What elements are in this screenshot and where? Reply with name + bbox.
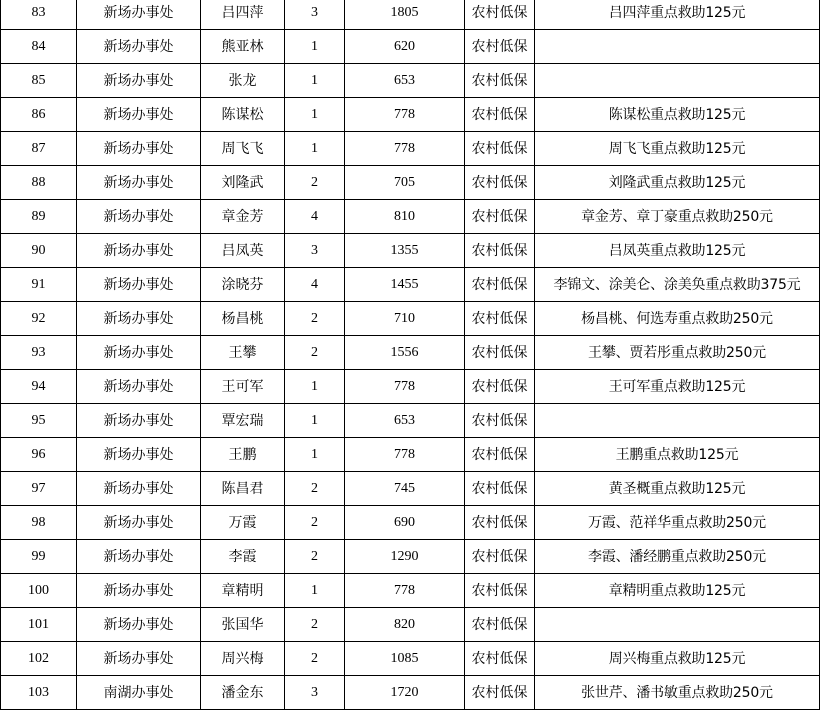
table-row (1, 642, 820, 676)
office-cell[interactable]: 新场办事处 (77, 302, 201, 336)
recipient-name-cell[interactable]: 王鹏 (201, 438, 285, 472)
recipient-name-cell[interactable]: 陈谋松 (201, 98, 285, 132)
recipient-name-cell[interactable]: 涂晓芬 (201, 268, 285, 302)
row-number-cell[interactable]: 101 (1, 608, 77, 642)
note-cell[interactable] (535, 30, 820, 64)
assistance-type-cell[interactable]: 农村低保 (465, 132, 535, 166)
amount-cell[interactable]: 690 (345, 506, 465, 540)
recipient-name-cell[interactable]: 杨昌桃 (201, 302, 285, 336)
recipient-name-cell[interactable]: 王可军 (201, 370, 285, 404)
household-size-cell[interactable]: 2 (285, 608, 345, 642)
assistance-type-cell[interactable]: 农村低保 (465, 608, 535, 642)
recipient-name-cell[interactable]: 万霞 (201, 506, 285, 540)
recipient-name-cell[interactable]: 张国华 (201, 608, 285, 642)
assistance-type-cell[interactable]: 农村低保 (465, 404, 535, 438)
office-cell[interactable]: 新场办事处 (77, 506, 201, 540)
row-number-cell[interactable]: 89 (1, 200, 77, 234)
table-row (1, 404, 820, 438)
assistance-type-cell[interactable]: 农村低保 (465, 0, 535, 30)
row-number-cell[interactable]: 97 (1, 472, 77, 506)
office-cell[interactable]: 新场办事处 (77, 200, 201, 234)
amount-cell[interactable]: 778 (345, 370, 465, 404)
assistance-type-cell[interactable]: 农村低保 (465, 506, 535, 540)
household-size-cell[interactable]: 2 (285, 540, 345, 574)
household-size-cell[interactable]: 2 (285, 506, 345, 540)
recipient-name-cell[interactable]: 李霞 (201, 540, 285, 574)
row-number-cell[interactable]: 90 (1, 234, 77, 268)
household-size-cell[interactable]: 1 (285, 64, 345, 98)
table-row (1, 676, 820, 710)
note-cell[interactable] (535, 608, 820, 642)
household-size-cell[interactable]: 3 (285, 676, 345, 710)
amount-cell[interactable]: 745 (345, 472, 465, 506)
row-number-cell[interactable]: 103 (1, 676, 77, 710)
household-size-cell[interactable]: 3 (285, 234, 345, 268)
amount-cell[interactable]: 1556 (345, 336, 465, 370)
note-cell[interactable]: 王攀、贾若彤重点救助250元 (535, 336, 820, 370)
note-cell[interactable]: 万霞、范祥华重点救助250元 (535, 506, 820, 540)
note-cell[interactable]: 王可军重点救助125元 (535, 370, 820, 404)
table-row (1, 472, 820, 506)
row-number-cell[interactable]: 92 (1, 302, 77, 336)
row-number-cell[interactable]: 91 (1, 268, 77, 302)
note-cell[interactable]: 吕四萍重点救助125元 (535, 0, 820, 30)
recipient-name-cell[interactable]: 陈昌君 (201, 472, 285, 506)
amount-cell[interactable]: 1720 (345, 676, 465, 710)
assistance-type-cell[interactable]: 农村低保 (465, 540, 535, 574)
assistance-type-cell[interactable]: 农村低保 (465, 336, 535, 370)
assistance-type-cell[interactable]: 农村低保 (465, 370, 535, 404)
amount-cell[interactable]: 1805 (345, 0, 465, 30)
recipient-name-cell[interactable]: 刘隆武 (201, 166, 285, 200)
table-row (1, 268, 820, 302)
household-size-cell[interactable]: 1 (285, 438, 345, 472)
note-cell[interactable]: 杨昌桃、何选寿重点救助250元 (535, 302, 820, 336)
row-number-cell[interactable]: 84 (1, 30, 77, 64)
amount-cell[interactable]: 1290 (345, 540, 465, 574)
office-cell[interactable]: 新场办事处 (77, 608, 201, 642)
office-cell[interactable]: 新场办事处 (77, 132, 201, 166)
row-number-cell[interactable]: 100 (1, 574, 77, 608)
assistance-type-cell[interactable]: 农村低保 (465, 166, 535, 200)
household-size-cell[interactable]: 2 (285, 642, 345, 676)
row-number-cell[interactable]: 99 (1, 540, 77, 574)
note-cell[interactable]: 王鹏重点救助125元 (535, 438, 820, 472)
assistance-type-cell[interactable]: 农村低保 (465, 98, 535, 132)
amount-cell[interactable]: 820 (345, 608, 465, 642)
note-cell[interactable]: 李锦文、涂美仑、涂美奂重点救助375元 (535, 268, 820, 302)
household-size-cell[interactable]: 2 (285, 166, 345, 200)
office-cell[interactable]: 新场办事处 (77, 98, 201, 132)
household-size-cell[interactable]: 2 (285, 302, 345, 336)
recipient-name-cell[interactable]: 熊亚林 (201, 30, 285, 64)
office-cell[interactable]: 新场办事处 (77, 30, 201, 64)
note-cell[interactable]: 吕凤英重点救助125元 (535, 234, 820, 268)
household-size-cell[interactable]: 2 (285, 472, 345, 506)
row-number-cell[interactable]: 96 (1, 438, 77, 472)
table-row (1, 132, 820, 166)
amount-cell[interactable]: 620 (345, 30, 465, 64)
office-cell[interactable]: 新场办事处 (77, 574, 201, 608)
amount-cell[interactable]: 1355 (345, 234, 465, 268)
note-cell[interactable]: 李霞、潘经鹏重点救助250元 (535, 540, 820, 574)
recipient-name-cell[interactable]: 王攀 (201, 336, 285, 370)
household-size-cell[interactable]: 1 (285, 132, 345, 166)
table-row (1, 200, 820, 234)
table-row (1, 98, 820, 132)
assistance-type-cell[interactable]: 农村低保 (465, 642, 535, 676)
office-cell[interactable]: 新场办事处 (77, 0, 201, 30)
note-cell[interactable]: 周兴梅重点救助125元 (535, 642, 820, 676)
office-cell[interactable]: 新场办事处 (77, 370, 201, 404)
household-size-cell[interactable]: 3 (285, 0, 345, 30)
table-row (1, 506, 820, 540)
assistance-type-cell[interactable]: 农村低保 (465, 234, 535, 268)
recipient-name-cell[interactable]: 潘金东 (201, 676, 285, 710)
household-size-cell[interactable]: 1 (285, 370, 345, 404)
table-row (1, 302, 820, 336)
table-row (1, 438, 820, 472)
household-size-cell[interactable]: 2 (285, 336, 345, 370)
note-cell[interactable]: 刘隆武重点救助125元 (535, 166, 820, 200)
assistance-type-cell[interactable]: 农村低保 (465, 574, 535, 608)
amount-cell[interactable]: 1085 (345, 642, 465, 676)
table-row (1, 234, 820, 268)
amount-cell[interactable]: 778 (345, 438, 465, 472)
assistance-type-cell[interactable]: 农村低保 (465, 472, 535, 506)
table-row (1, 370, 820, 404)
assistance-type-cell[interactable]: 农村低保 (465, 30, 535, 64)
note-cell[interactable]: 章精明重点救助125元 (535, 574, 820, 608)
table-row (1, 608, 820, 642)
note-cell[interactable]: 章金芳、章丁豪重点救助250元 (535, 200, 820, 234)
table-row (1, 336, 820, 370)
office-cell[interactable]: 新场办事处 (77, 64, 201, 98)
amount-cell[interactable]: 705 (345, 166, 465, 200)
table-row (1, 166, 820, 200)
recipient-name-cell[interactable]: 吕四萍 (201, 0, 285, 30)
office-cell[interactable]: 新场办事处 (77, 404, 201, 438)
office-cell[interactable]: 新场办事处 (77, 268, 201, 302)
note-cell[interactable]: 陈谋松重点救助125元 (535, 98, 820, 132)
office-cell[interactable]: 新场办事处 (77, 234, 201, 268)
row-number-cell[interactable]: 94 (1, 370, 77, 404)
amount-cell[interactable]: 653 (345, 64, 465, 98)
note-cell[interactable]: 张世芹、潘书敏重点救助250元 (535, 676, 820, 710)
amount-cell[interactable]: 778 (345, 98, 465, 132)
household-size-cell[interactable]: 4 (285, 200, 345, 234)
household-size-cell[interactable]: 1 (285, 404, 345, 438)
table-row (1, 540, 820, 574)
amount-cell[interactable]: 810 (345, 200, 465, 234)
assistance-type-cell[interactable]: 农村低保 (465, 302, 535, 336)
amount-cell[interactable]: 778 (345, 132, 465, 166)
office-cell[interactable]: 新场办事处 (77, 642, 201, 676)
table-row (1, 30, 820, 64)
amount-cell[interactable]: 1455 (345, 268, 465, 302)
table-row (1, 64, 820, 98)
amount-cell[interactable]: 778 (345, 574, 465, 608)
row-number-cell[interactable]: 98 (1, 506, 77, 540)
household-size-cell[interactable]: 1 (285, 574, 345, 608)
note-cell[interactable]: 周飞飞重点救助125元 (535, 132, 820, 166)
household-size-cell[interactable]: 1 (285, 98, 345, 132)
row-number-cell[interactable]: 87 (1, 132, 77, 166)
row-number-cell[interactable]: 95 (1, 404, 77, 438)
office-cell[interactable]: 新场办事处 (77, 540, 201, 574)
table-row (1, 0, 820, 30)
office-cell[interactable]: 新场办事处 (77, 472, 201, 506)
office-cell[interactable]: 南湖办事处 (77, 676, 201, 710)
assistance-type-cell[interactable]: 农村低保 (465, 676, 535, 710)
row-number-cell[interactable]: 88 (1, 166, 77, 200)
row-number-cell[interactable]: 93 (1, 336, 77, 370)
note-cell[interactable] (535, 404, 820, 438)
table-row (1, 574, 820, 608)
note-cell[interactable]: 黄圣概重点救助125元 (535, 472, 820, 506)
household-size-cell[interactable]: 1 (285, 30, 345, 64)
amount-cell[interactable]: 710 (345, 302, 465, 336)
recipient-name-cell[interactable]: 章精明 (201, 574, 285, 608)
assistance-type-cell[interactable]: 农村低保 (465, 200, 535, 234)
amount-cell[interactable]: 653 (345, 404, 465, 438)
assistance-type-cell[interactable]: 农村低保 (465, 64, 535, 98)
recipient-name-cell[interactable]: 覃宏瑞 (201, 404, 285, 438)
assistance-type-cell[interactable]: 农村低保 (465, 438, 535, 472)
row-number-cell[interactable]: 85 (1, 64, 77, 98)
recipient-name-cell[interactable]: 吕凤英 (201, 234, 285, 268)
row-number-cell[interactable]: 86 (1, 98, 77, 132)
recipient-name-cell[interactable]: 周飞飞 (201, 132, 285, 166)
row-number-cell[interactable]: 83 (1, 0, 77, 30)
recipient-name-cell[interactable]: 章金芳 (201, 200, 285, 234)
assistance-type-cell[interactable]: 农村低保 (465, 268, 535, 302)
office-cell[interactable]: 新场办事处 (77, 166, 201, 200)
note-cell[interactable] (535, 64, 820, 98)
table-body (1, 0, 820, 710)
office-cell[interactable]: 新场办事处 (77, 336, 201, 370)
recipient-name-cell[interactable]: 周兴梅 (201, 642, 285, 676)
office-cell[interactable]: 新场办事处 (77, 438, 201, 472)
row-number-cell[interactable]: 102 (1, 642, 77, 676)
recipient-name-cell[interactable]: 张龙 (201, 64, 285, 98)
household-size-cell[interactable]: 4 (285, 268, 345, 302)
